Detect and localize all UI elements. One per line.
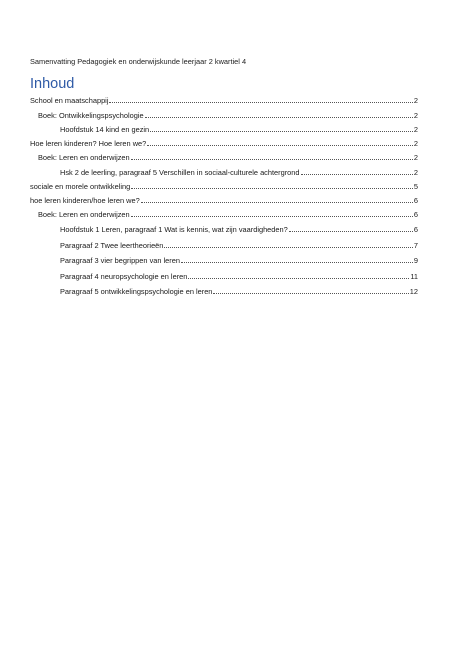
toc-entry-page: 11 (410, 272, 418, 281)
toc-entry-label: Boek: Leren en onderwijzen (38, 210, 130, 219)
toc-entry-label: hoe leren kinderen/hoe leren we? (30, 196, 140, 205)
toc-entry-label: School en maatschappij (30, 96, 109, 105)
toc-entry-page: 2 (413, 125, 418, 134)
toc-leader (213, 286, 408, 294)
toc-leader (131, 209, 413, 217)
toc-entry-page: 5 (413, 182, 418, 191)
toc-entry-label: Hsk 2 de leerling, paragraaf 5 Verschillen in sociaal-culturele achtergrond (60, 168, 300, 177)
toc-entry[interactable] (60, 124, 418, 134)
toc-entry-page: 9 (413, 256, 418, 265)
toc-entry[interactable] (38, 152, 418, 162)
toc-entry[interactable] (30, 95, 418, 105)
toc-leader (131, 152, 413, 160)
toc-entry-label: Paragraaf 3 vier begrippen van leren (60, 256, 180, 265)
document-header: Samenvatting Pedagogiek en onderwijskunde leerjaar 2 kwartiel 4 (30, 57, 247, 66)
toc-entry-page: 6 (413, 196, 418, 205)
toc-entry-label: Hoofdstuk 1 Leren, paragraaf 1 Wat is kennis, wat zijn vaardigheden? (60, 225, 288, 234)
toc-entry-page: 2 (413, 96, 418, 105)
toc-entry[interactable] (60, 286, 418, 296)
toc-entry[interactable] (30, 195, 418, 205)
toc-entry-label: Paragraaf 4 neuropsychologie en leren (60, 272, 188, 281)
toc-leader (147, 138, 413, 146)
toc-entry[interactable] (38, 110, 418, 120)
toc-leader (289, 224, 413, 232)
toc-entry[interactable] (60, 224, 418, 234)
toc-entry-label: Paragraaf 5 ontwikkelingspsychologie en leren (60, 287, 213, 296)
toc-entry[interactable] (30, 181, 418, 191)
toc-entry-page: 6 (413, 225, 418, 234)
toc-entry[interactable] (60, 271, 418, 281)
toc-entry-page: 2 (413, 139, 418, 148)
toc-leader (181, 255, 413, 263)
toc-leader (188, 271, 409, 279)
toc-entry[interactable] (60, 255, 418, 265)
toc-leader (164, 240, 412, 248)
toc-leader (141, 195, 413, 203)
toc-entry[interactable] (38, 209, 418, 219)
toc-entry-page: 2 (413, 153, 418, 162)
toc-entry-page: 2 (413, 111, 418, 120)
toc-leader (145, 110, 413, 118)
toc-entry-label: Paragraaf 2 Twee leertheorieën (60, 241, 164, 250)
toc-leader (109, 95, 412, 103)
toc-entry-page: 2 (413, 168, 418, 177)
toc-entry[interactable] (60, 240, 418, 250)
toc-entry-label: sociale en morele ontwikkeling (30, 182, 131, 191)
toc-leader (131, 181, 413, 189)
toc-entry-label: Hoofdstuk 14 kind en gezin (60, 125, 150, 134)
toc-entry-page: 6 (413, 210, 418, 219)
toc-title: Inhoud (30, 76, 75, 92)
toc-entry-label: Hoe leren kinderen? Hoe leren we? (30, 139, 147, 148)
toc-entry-page: 7 (413, 241, 418, 250)
toc-entry[interactable] (60, 167, 418, 177)
toc-entry-label: Boek: Ontwikkelingspsychologie (38, 111, 144, 120)
toc-leader (150, 124, 413, 132)
toc-entry[interactable] (30, 138, 418, 148)
toc-entry-label: Boek: Leren en onderwijzen (38, 153, 130, 162)
toc-leader (301, 167, 413, 175)
toc-entry-page: 12 (409, 287, 418, 296)
